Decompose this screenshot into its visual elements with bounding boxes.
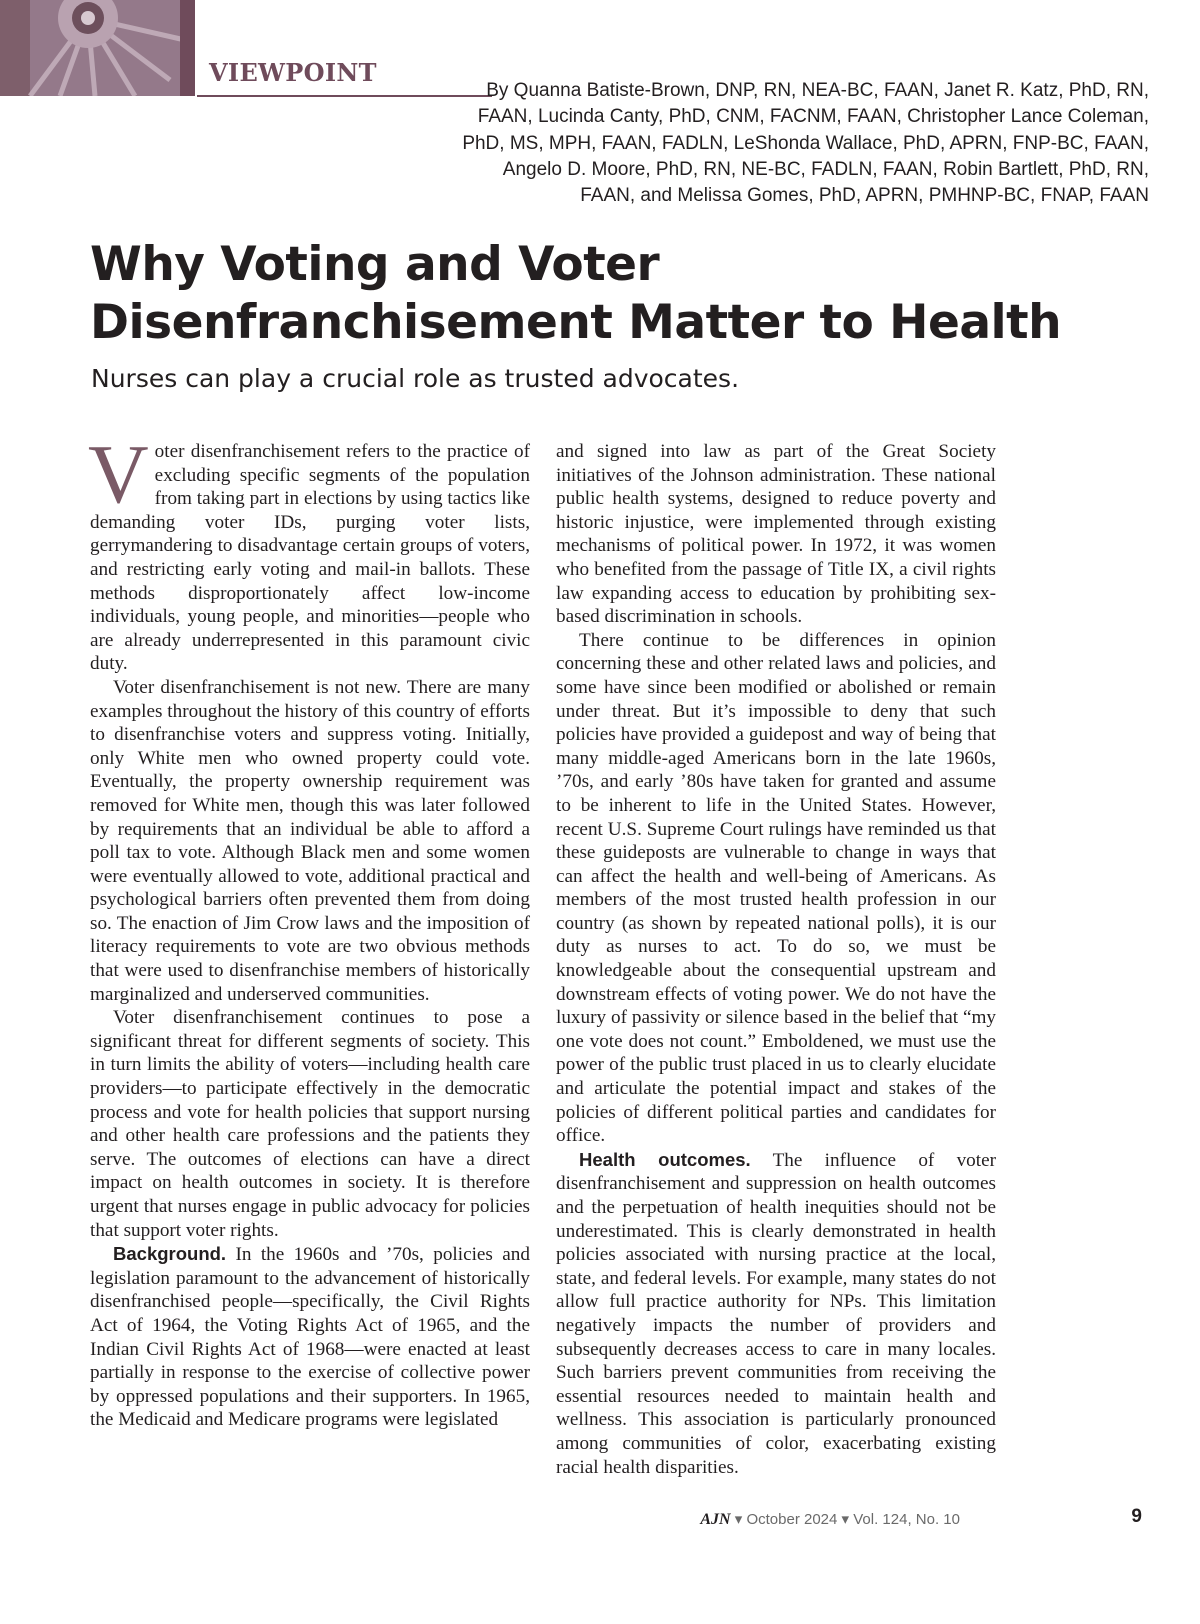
corner-photo xyxy=(0,0,195,96)
body-column-left xyxy=(88,428,530,1432)
paragraph-background xyxy=(90,1242,530,1432)
triangle-separator-icon: ▾ xyxy=(734,1511,747,1528)
section-kicker: VIEWPOINT xyxy=(209,58,377,87)
journal-name: AJN xyxy=(700,1511,731,1528)
paragraph-health-outcomes xyxy=(556,1148,996,1479)
paragraph-intro xyxy=(88,428,530,676)
subhead-health-outcomes: Health outcomes. xyxy=(579,1148,751,1170)
triangle-separator-icon: ▾ xyxy=(841,1511,854,1528)
paragraph-text: In the 1960s and ’70s, policies and legislation paramount to the advancement of historically disenfranchised people—specifically, the Civil Rights Act of 1964, the Voting Rights Act of 1965, and the Indian Civil Rights Act of 1968—were enacted at least partially in response to the exercise of collective power by oppressed populations and their supporters. In 1965, the Medicaid and Medicare programs were legislated xyxy=(90,1244,530,1431)
body-column-right xyxy=(556,440,996,1479)
article-deck: Nurses can play a crucial role as trusted advocates. xyxy=(91,364,740,393)
paragraph-text: The influence of voter disenfranchisement and suppression on health outcomes and the perpetuation of health inequities should not be underestimated. This is clearly demonstrated in health policies associated with nursing practice at the local, state, and federal levels. For example, many states do not allow full practice authority for NPs. This limitation negatively impacts the number of providers and subsequently decreases access to care in many locales. Such barriers prevent communities from receiving the essential resources needed to maintain health and wellness. This association is particularly pronounced among communities of color, exacerbating existing racial health disparities. xyxy=(556,1149,996,1478)
kicker-rule xyxy=(197,95,492,97)
issue-date: October 2024 xyxy=(746,1511,838,1528)
drop-cap: V xyxy=(88,428,149,521)
page-number: 9 xyxy=(1131,1506,1142,1527)
decorative-wheel-image xyxy=(0,0,195,96)
volume-number: Vol. 124, No. 10 xyxy=(853,1511,960,1528)
subhead-background: Background. xyxy=(113,1243,227,1265)
paragraph-threat: Voter disenfranchisement continues to pose a significant threat for different segments of society. This in turn limits the ability of voters—including health care providers—to participate effectively in the democratic process and vote for health policies that support nursing and other health care professions and the patients they serve. The outcomes of elections can have a direct impact on health outcomes in society. It is therefore urgent that nurses engage in public advocacy for policies that support voter rights. xyxy=(90,1007,530,1241)
footer-citation xyxy=(700,1510,960,1529)
article-title: Why Voting and Voter Disenfranchisement Matter to Health xyxy=(90,237,1062,350)
paragraph-guidepost: There continue to be differences in opinion concerning these and other related laws and policies, and some have since been modified or abolished or remain under threat. But it’s impossible to deny that such policies have provided a guidepost and way of being that many middle-aged Americans born in the late 1960s, ’70s, and early ’80s have taken for granted and assume to be inherent to life in the United States. However, recent U.S. Supreme Court rulings have reminded us that these guideposts are vulnerable to change in ways that can affect the health and well-being of Americans. As members of the most trusted health profession in our country (as shown by repeated national polls), it is our duty as nurses to act. To do so, we must be knowledgeable about the consequential upstream and downstream effects of voting power. We do not have the luxury of passivity or silence based in the belief that “my one vote does not count.” Emboldened, we must use the power of the public trust placed in us to clearly elucidate and articulate the potential impact and stakes of the policies of different political parties and candidates for office. xyxy=(556,629,996,1147)
paragraph-background-cont: and signed into law as part of the Great Society initiatives of the Johnson administration. These national public health systems, designed to reduce poverty and historic injustice, were implemented through existing mechanisms of political power. In 1972, it was women who benefited from the passage of Title IX, a civil rights law expanding access to education by prohibiting sex-based discrimination in schools. xyxy=(556,441,996,628)
author-byline: By Quanna Batiste-Brown, DNP, RN, NEA-BC, FAAN, Janet R. Katz, PhD, RN, FAAN, Lucinda Canty, PhD, CNM, FACNM, FAAN, Christopher Lance Coleman, PhD, MS, MPH, FAAN, FADLN, LeShonda Wallace, PhD, APRN, FNP-BC, FAAN, Angelo D. Moore, PhD, RN, NE-BC, FADLN, FAAN, Robin Bartlett, PhD, RN, FAAN, and Melissa Gomes, PhD, APRN, PMHNP-BC, FNAP, FAAN xyxy=(462,80,1149,207)
paragraph-history: Voter disenfranchisement is not new. There are many examples throughout the history of this country of efforts to disenfranchise voters and suppress voting. Initially, only White men who owned property could vote. Eventually, the property ownership requirement was removed for White men, though this was later followed by requirements that an individual be able to afford a poll tax to vote. Although Black men and some women were eventually allowed to vote, additional practical and psychological barriers often prevented them from doing so. The enaction of Jim Crow laws and the imposition of literacy requirements to vote are two obvious methods that were used to disenfranchise members of historically marginalized and underserved communities. xyxy=(90,676,530,1005)
paragraph-text: oter disenfranchisement refers to the practice of excluding specific segments of the population from taking part in elections by using tactics like demanding voter IDs, purging voter lists, gerrymandering to disadvantage certain groups of voters, and restricting early voting and mail-in ballots. These methods disproportionately affect low-income individuals, young people, and minorities—people who are already underrepresented in this paramount civic duty. xyxy=(90,441,530,675)
